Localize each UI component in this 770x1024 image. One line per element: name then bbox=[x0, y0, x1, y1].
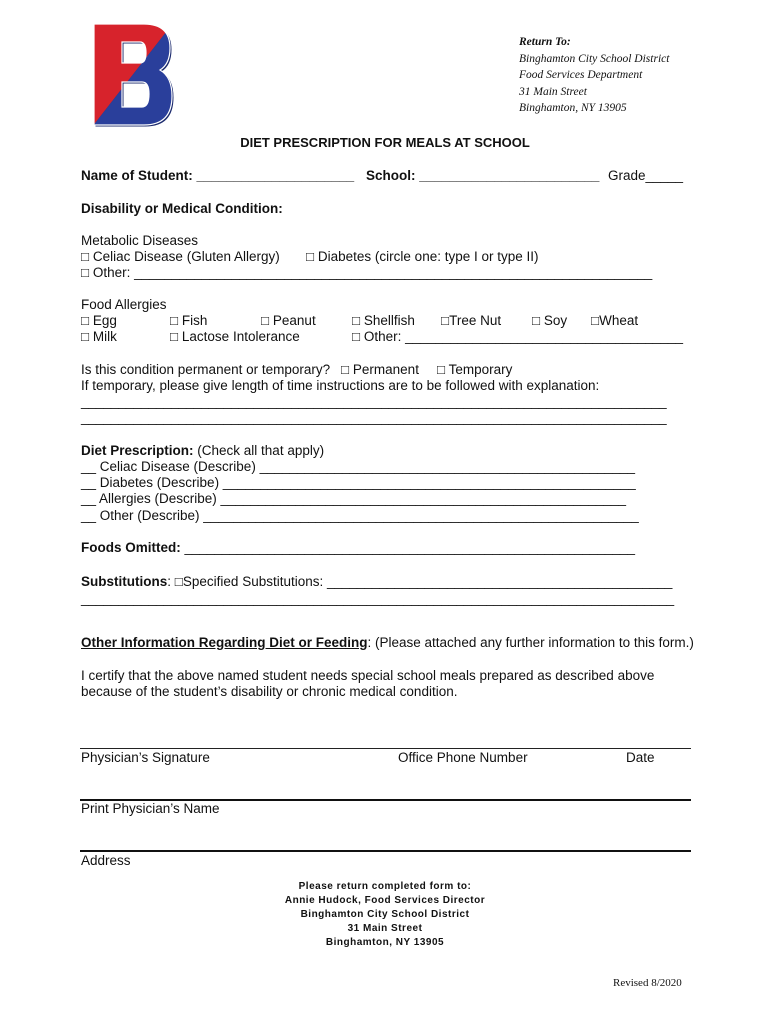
allergies-describe-field[interactable]: __ Allergies (Describe) ______________________________________________________ bbox=[81, 491, 626, 506]
specified-substitutions-checkbox[interactable]: : □Specified Substitutions: ______________________________________________ bbox=[167, 574, 673, 589]
temporary-instruction: If temporary, please give length of time instructions are to be followed with explanation: bbox=[81, 378, 600, 393]
address-label: Address bbox=[81, 853, 131, 868]
signature-line[interactable] bbox=[80, 748, 691, 749]
diabetes-checkbox[interactable]: □ Diabetes (circle one: type I or type II) bbox=[306, 249, 539, 264]
diet-prescription-label: Diet Prescription: bbox=[81, 443, 194, 458]
foods-omitted-label: Foods Omitted: bbox=[81, 540, 181, 555]
celiac-checkbox[interactable]: □ Celiac Disease (Gluten Allergy) bbox=[81, 249, 280, 264]
foods-omitted-blank[interactable]: ____________________________________________________________ bbox=[180, 540, 635, 555]
permanent-checkbox[interactable]: □ Permanent bbox=[341, 362, 419, 377]
diabetes-describe-field[interactable]: __ Diabetes (Describe) _______________________________________________________ bbox=[81, 475, 636, 490]
return-heading: Return To: bbox=[519, 36, 571, 48]
other-information bbox=[81, 635, 694, 650]
footer-line: Binghamton, NY 13905 bbox=[325, 937, 445, 948]
temporary-checkbox[interactable]: □ Temporary bbox=[437, 362, 513, 377]
certify-statement: because of the student’s disability or chronic medical condition. bbox=[81, 684, 458, 699]
footer-line: Binghamton City School District bbox=[300, 909, 470, 920]
permanence-question: Is this condition permanent or temporary? bbox=[81, 362, 331, 377]
celiac-describe-field[interactable]: __ Celiac Disease (Describe) __________________________________________________ bbox=[81, 459, 635, 474]
form-title: DIET PRESCRIPTION FOR MEALS AT SCHOOL bbox=[240, 135, 530, 150]
substitutions-field[interactable] bbox=[81, 574, 672, 589]
footer-line: Annie Hudock, Food Services Director bbox=[284, 895, 486, 906]
footer-line: 31 Main Street bbox=[347, 923, 423, 934]
other-describe-field[interactable]: __ Other (Describe) __________________________________________________________ bbox=[81, 508, 639, 523]
return-address bbox=[519, 34, 669, 117]
milk-checkbox[interactable]: □ Milk bbox=[81, 329, 117, 344]
revision-date: Revised 8/2020 bbox=[613, 977, 682, 989]
egg-checkbox[interactable]: □ Egg bbox=[81, 313, 117, 328]
return-line: Binghamton City School District bbox=[519, 52, 670, 65]
return-line: Binghamton, NY 13905 bbox=[519, 102, 627, 114]
lactose-checkbox[interactable]: □ Lactose Intolerance bbox=[170, 329, 300, 344]
other-information-note: : (Please attached any further information to this form.) bbox=[367, 635, 694, 650]
student-name-field[interactable]: Name of Student: _____________________ bbox=[81, 168, 355, 183]
explanation-blank[interactable]: ______________________________________________________________________________ bbox=[81, 410, 667, 425]
grade-field[interactable]: Grade_____ bbox=[608, 168, 684, 183]
diet-prescription-heading bbox=[81, 443, 324, 458]
return-line: Food Services Department bbox=[519, 69, 643, 81]
diet-prescription-note: (Check all that apply) bbox=[193, 443, 325, 458]
allergy-other-field[interactable]: □ Other: _____________________________________ bbox=[352, 329, 683, 344]
metabolic-heading: Metabolic Diseases bbox=[81, 233, 199, 248]
return-line: 31 Main Street bbox=[519, 85, 587, 98]
tree-nut-checkbox[interactable]: □Tree Nut bbox=[441, 313, 502, 328]
return-instructions bbox=[0, 880, 770, 950]
substitutions-label: Substitutions bbox=[81, 574, 168, 589]
school-b-logo bbox=[92, 22, 174, 127]
footer-line: Please return completed form to: bbox=[298, 881, 472, 892]
fish-checkbox[interactable]: □ Fish bbox=[170, 313, 208, 328]
school-field[interactable]: School: ________________________ bbox=[366, 168, 600, 183]
explanation-blank[interactable]: ______________________________________________________________________________ bbox=[81, 394, 667, 409]
other-information-label: Other Information Regarding Diet or Feeding bbox=[81, 635, 368, 650]
peanut-checkbox[interactable]: □ Peanut bbox=[261, 313, 316, 328]
certify-statement: I certify that the above named student needs special school meals prepared as described above bbox=[81, 668, 655, 683]
soy-checkbox[interactable]: □ Soy bbox=[532, 313, 568, 328]
office-phone-label: Office Phone Number bbox=[398, 750, 528, 765]
metabolic-other-field[interactable]: □ Other: _____________________________________________________________________ bbox=[81, 265, 653, 280]
wheat-checkbox[interactable]: □Wheat bbox=[591, 313, 639, 328]
disability-heading: Disability or Medical Condition: bbox=[81, 201, 283, 216]
shellfish-checkbox[interactable]: □ Shellfish bbox=[352, 313, 415, 328]
address-line[interactable] bbox=[80, 850, 691, 852]
food-allergies-heading: Food Allergies bbox=[81, 297, 167, 312]
print-physician-name-label: Print Physician’s Name bbox=[81, 801, 220, 816]
foods-omitted-field[interactable] bbox=[81, 540, 635, 555]
date-label: Date bbox=[626, 750, 655, 765]
substitutions-blank[interactable]: _______________________________________________________________________________ bbox=[81, 591, 675, 606]
physician-signature-label: Physician’s Signature bbox=[81, 750, 210, 765]
